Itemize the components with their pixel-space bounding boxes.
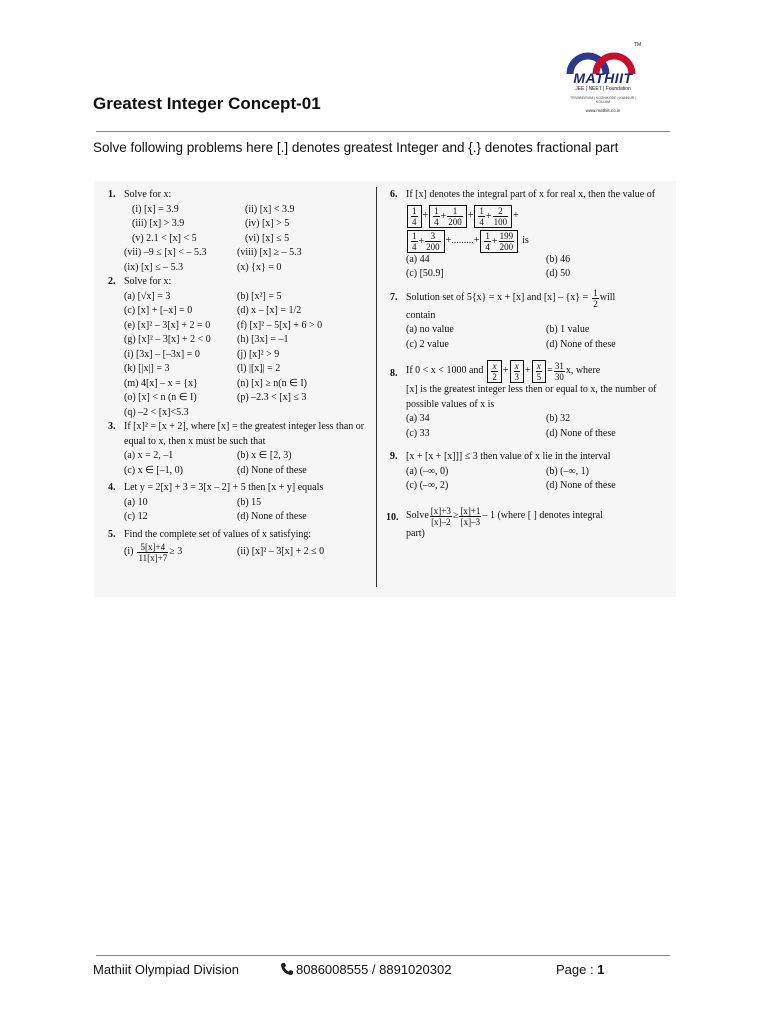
part: (ii) [x] < 3.9 [245, 203, 295, 215]
option: (d) None of these [546, 338, 616, 350]
part: (vi) [x] ≤ 5 [245, 232, 290, 244]
question-8: 8. If 0 < x < 1000 and $\frac{x}{2}$ + $\frac{x}{3}$ + $\frac{x}{5}$ = $\frac{31}{30}$ x, where [x] is the greatest integer less then or equal to x, the number of possible values of x is (a) 34 (b) 32 (c) 33 (d) None of these [390, 360, 672, 441]
option: (d) 50 [546, 268, 571, 279]
part-ii: (ii) [x]² – 3[x] + 2 ≤ 0 [237, 546, 325, 558]
part: (f) [x]² – 5[x] + 6 > 0 [237, 319, 323, 331]
question-number: 3. [108, 421, 116, 432]
option: (a) 10 [124, 496, 148, 508]
footer-divider [96, 955, 670, 956]
part: (viii) [x] ≥ – 5.3 [237, 247, 302, 258]
bracket-term: $\frac{1}{4}$ + $\frac{2}{100}$ [474, 205, 512, 228]
part: (c) [x] + [–x] = 0 [124, 305, 193, 316]
left-column [108, 188, 373, 563]
option: (a) x = 2, –1 [124, 450, 174, 461]
part: (iv) [x] > 5 [245, 218, 290, 229]
question-7: 7. Solution set of 5{x} = x + [x] and [x] – {x} = $\frac{1}{2}$ will contain (a) no value (b) 1 value (c) 2 value (d) None of these [390, 288, 672, 353]
footer-phone [280, 962, 451, 977]
option: (c) (–∞, 2) [406, 480, 449, 491]
part: (q) –2 < [x]<5.3 [124, 406, 189, 418]
question-1 [108, 188, 373, 275]
part: (i) [x] = 3.9 [132, 203, 179, 215]
part: (ix) [x] ≤ – 5.3 [124, 261, 184, 273]
part: (h) [3x] = –1 [237, 334, 289, 345]
part: (p) –2.3 < [x] ≤ 3 [237, 392, 307, 403]
question-stem: Solve for x: [124, 276, 172, 287]
option: (c) 33 [406, 427, 430, 439]
option: (c) 12 [124, 511, 148, 522]
option: (b) 32 [546, 413, 571, 424]
option: (a) no value [406, 324, 454, 335]
logo-locations: TRIVANDRUM | KOZHIKODE | KANNUR | KOLLAM [569, 96, 637, 104]
question-5 [108, 528, 373, 564]
option: (a) (–∞, 0) [406, 465, 449, 477]
question-stem: Let y = 2[x] + 3 = 3[x – 2] + 5 then [x + y] equals [124, 482, 324, 493]
part: (n) [x] ≥ n(n ∈ I) [237, 377, 308, 389]
option: (d) None of these [546, 480, 616, 491]
bracket-term: $\frac{1}{4}$ + $\frac{1}{200}$ [429, 205, 467, 228]
question-number: 4. [108, 482, 116, 493]
part: (b) [x²] = 5 [237, 290, 282, 302]
question-number: 7. [390, 291, 398, 303]
part: (g) [x]² – 3[x] + 2 < 0 [124, 334, 211, 345]
part: (v) 2.1 < [x] < 5 [132, 232, 197, 244]
bracket-term: $\frac{1}{4}$ + $\frac{199}{200}$ [480, 230, 518, 253]
question-number: 1. [108, 189, 116, 200]
page-indicator: Page : 1 [556, 962, 605, 977]
question-2 [108, 275, 373, 420]
question-number: 10. [386, 511, 399, 523]
part: (vii) –9 ≤ [x] < – 5.3 [124, 247, 207, 258]
footer-division: Mathiit Olympiad Division [93, 962, 239, 977]
fraction: $\frac{5[x]+4}{11[x]+7}$ [138, 542, 168, 563]
mathiit-logo [556, 40, 646, 120]
part: (k) [|x|] = 3 [124, 363, 170, 374]
option: (a) 34 [406, 413, 430, 424]
question-stem: Find the complete set of values of x satisfying: [124, 528, 312, 540]
question-number: 9. [390, 451, 398, 462]
header-divider [96, 131, 670, 132]
option: (b) (–∞, 1) [546, 465, 589, 477]
part: (a) [√x] = 3 [124, 290, 171, 302]
option: (b) x ∈ [2, 3) [237, 450, 292, 461]
question-number: 2. [108, 276, 116, 287]
option: (a) 44 [406, 253, 430, 265]
question-9 [390, 450, 672, 494]
option: (d) None of these [237, 511, 307, 522]
option: (c) [50.9] [406, 268, 444, 279]
bracket-term: $\frac{1}{4}$ + $\frac{3}{200}$ [407, 230, 445, 253]
part-label: (i) [124, 546, 134, 558]
question-stem: If 0 < x < 1000 and $\frac{x}{2}$ + $\frac{x}{3}$ + $\frac{x}{5}$ = $\frac{31}{30}$ x, where [406, 361, 601, 382]
phone-icon [280, 962, 294, 976]
column-divider [376, 187, 377, 587]
part: (i) [3x] – [–3x] = 0 [124, 348, 200, 360]
question-3 [108, 420, 373, 478]
part: (iii) [x] > 3.9 [132, 218, 185, 229]
question-6 [390, 188, 672, 282]
question-number: 5. [108, 528, 116, 540]
question-number: 6. [390, 189, 398, 200]
page-number: 1 [597, 962, 605, 977]
option: (b) 46 [546, 253, 571, 265]
question-stem: Solve for x: [124, 189, 172, 200]
expression-line-1: $\frac{1}{4}$ + $\frac{1}{4}$ + $\frac{1}{200}$ + $\frac{1}{4}$ + $\frac{2}{100}$ + [406, 205, 672, 228]
question-number: 8. [390, 368, 398, 379]
page-title: Greatest Integer Concept-01 [93, 94, 321, 113]
part: (e) [x]² – 3[x] + 2 = 0 [124, 319, 211, 331]
problem-sheet [94, 181, 676, 597]
option: (c) 2 value [406, 338, 449, 350]
logo-tagline: JEE | NEET | Foundation [575, 86, 631, 92]
expression-line-2 [406, 230, 672, 253]
right-column [386, 188, 672, 541]
part: (l) |[x]| = 2 [237, 363, 281, 374]
logo-name: MATHIIT [573, 70, 633, 86]
question-4 [108, 481, 373, 525]
fraction: $\frac{1}{2}$ [593, 287, 598, 309]
ellipsis: +.........+ [445, 234, 480, 246]
question-stem: Solve $\frac{[x]+3}{[x]-2}$ ≥ $\frac{[x]+1}{[x]-3}$ – 1 (where [ ] denotes integral [406, 505, 603, 527]
part-i [124, 542, 237, 563]
question-10: 10. Solve $\frac{[x]+3}{[x]-2}$ ≥ $\frac{[x]+1}{[x]-3}$ – 1 (where [ ] denotes integral part) [390, 506, 672, 542]
option: (c) x ∈ [–1, 0) [124, 464, 183, 476]
part: (m) 4[x] – x = {x} [124, 377, 198, 389]
relation: ≥ 3 [169, 546, 183, 558]
instructions: Solve following problems here [.] denotes greatest Integer and {.} denotes fractional part [93, 140, 619, 155]
question-stem: If [x] denotes the integral part of x for real x, then the value of [406, 189, 656, 200]
question-stem: Solution set of 5{x} = x + [x] and [x] – {x} = $\frac{1}{2}$ will [406, 287, 616, 309]
is-text: is [522, 234, 529, 246]
part: (d) x – [x] = 1/2 [237, 305, 302, 316]
phone-numbers: 8086008555 / 8891020302 [296, 962, 452, 977]
question-stem: [x + [x + [x]]] ≤ 3 then value of x lie in the interval [406, 451, 611, 462]
question-stem: If [x]² = [x + 2], where [x] = the greatest integer less than or equal to x, then x must be such that [124, 421, 365, 447]
option: (d) None of these [237, 464, 307, 476]
bracket-term: $\frac{1}{4}$ [407, 205, 422, 228]
logo-url: www.mathiit.co.in [585, 108, 621, 113]
option: (b) 15 [237, 496, 262, 508]
option: (b) 1 value [546, 324, 590, 335]
option: (d) None of these [546, 427, 616, 439]
logo-tm: TM [634, 42, 642, 48]
part: (j) [x]² > 9 [237, 348, 280, 360]
part: (o) [x] < n (n ∈ I) [124, 392, 197, 403]
part: (x) {x} = 0 [237, 261, 282, 273]
